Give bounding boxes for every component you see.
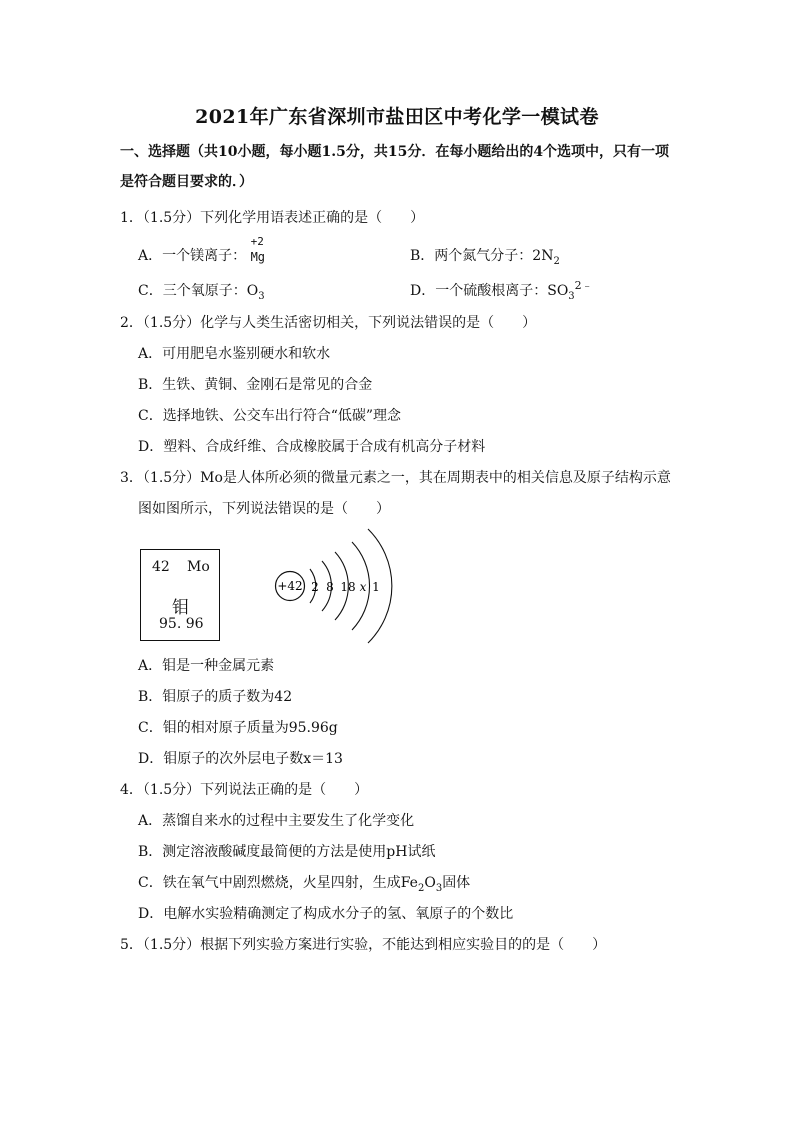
- atomic-number: 42: [152, 559, 170, 575]
- question-1-option-c: [138, 281, 265, 307]
- question-1-option-b: [410, 246, 560, 272]
- question-5-stem: 5．（1.5分）根据下列实验方案进行实验，不能达到相应实验目的的是（ ）: [120, 937, 607, 953]
- atomic-structure-diagram: [268, 525, 408, 650]
- element-symbol: Mo: [187, 559, 210, 575]
- nucleus-charge: +42: [277, 579, 303, 593]
- question-3-option-c: C．钼的相对原子质量为95.96g: [138, 720, 338, 736]
- shell-1-electrons: 2: [311, 580, 319, 594]
- option-b-text: B．两个氮气分子：2N: [410, 248, 554, 264]
- question-2-option-b: B．生铁、黄铜、金刚石是常见的合金: [138, 377, 373, 393]
- question-3-option-b: B．钼原子的质子数为42: [138, 689, 293, 705]
- question-2-option-a: A．可用肥皂水鉴别硬水和软水: [138, 346, 331, 362]
- shell-3-electrons: 18: [340, 580, 356, 594]
- question-3-stem-line1: 3．（1.5分）Mo是人体所必须的微量元素之一，其在周期表中的相关信息及原子结构示意: [120, 470, 671, 486]
- question-4-option-c-mid: O: [424, 875, 436, 891]
- atomic-mass: 95. 96: [159, 616, 204, 632]
- question-4-option-d: D．电解水实验精确测定了构成水分子的氢、氧原子的个数比: [138, 906, 514, 922]
- periodic-table-cell: [140, 549, 220, 641]
- question-4-option-c: [138, 873, 470, 899]
- valence-top: +2: [250, 235, 264, 248]
- question-3-stem-line2: 图如图所示，下列说法错误的是（ ）: [138, 501, 390, 517]
- page-title: 2021年广东省深圳市盐田区中考化学一模试卷: [195, 106, 599, 128]
- question-1-option-a: [138, 235, 269, 266]
- option-d-subscript: 3: [568, 290, 575, 302]
- section-heading: [120, 137, 680, 197]
- question-2-option-d: D．塑料、合成纤维、合成橡胶属于合成有机高分子材料: [138, 439, 486, 455]
- element-name: 钼: [172, 598, 189, 618]
- question-2-stem: 2．（1.5分）化学与人类生活密切相关，下列说法错误的是（ ）: [120, 315, 537, 331]
- magnesium-valence-notation: [250, 235, 269, 266]
- shell-4-electrons: x: [359, 580, 367, 594]
- section-heading-line1: 一、选择题（共10小题，每小题1.5分，共15分．在每小题给出的4个选项中，只有一项: [120, 144, 670, 160]
- option-d-superscript: 2﹣: [574, 279, 593, 292]
- option-c-subscript: 3: [258, 290, 265, 302]
- shell-5-electrons: 1: [372, 580, 380, 594]
- question-4-option-c-suffix: 固体: [442, 875, 471, 891]
- option-b-subscript: 2: [553, 255, 560, 267]
- question-2-option-c: C．选择地铁、公交车出行符合“低碳”理念: [138, 408, 402, 424]
- question-1-option-d: [410, 281, 593, 307]
- option-c-text: C．三个氧原子：O: [138, 283, 259, 299]
- question-4-option-c-subscript-2: 3: [435, 882, 443, 894]
- section-heading-line2: 是符合题目要求的．）: [120, 174, 253, 190]
- shell-2-electrons: 8: [326, 580, 334, 594]
- question-4-option-c-subscript-1: 2: [417, 882, 425, 894]
- question-4-option-b: B．测定溶液酸碱度最简便的方法是使用pH试纸: [138, 844, 436, 860]
- question-4-option-a: A．蒸馏自来水的过程中主要发生了化学变化: [138, 813, 415, 829]
- question-4-stem: 4．（1.5分）下列说法正确的是（ ）: [120, 782, 369, 798]
- question-1-stem: 1．（1.5分）下列化学用语表述正确的是（ ）: [120, 210, 425, 226]
- valence-symbol: Mg: [250, 250, 266, 264]
- question-4-option-c-prefix: C．铁在氧气中剧烈燃烧，火星四射，生成Fe: [138, 875, 418, 891]
- option-d-text: D．一个硫酸根离子：SO: [410, 283, 569, 299]
- question-3-option-a: A．钼是一种金属元素: [138, 658, 275, 674]
- question-3-option-d: D．钼原子的次外层电子数x＝13: [138, 751, 343, 767]
- option-a-text: A．一个镁离子：: [138, 248, 247, 264]
